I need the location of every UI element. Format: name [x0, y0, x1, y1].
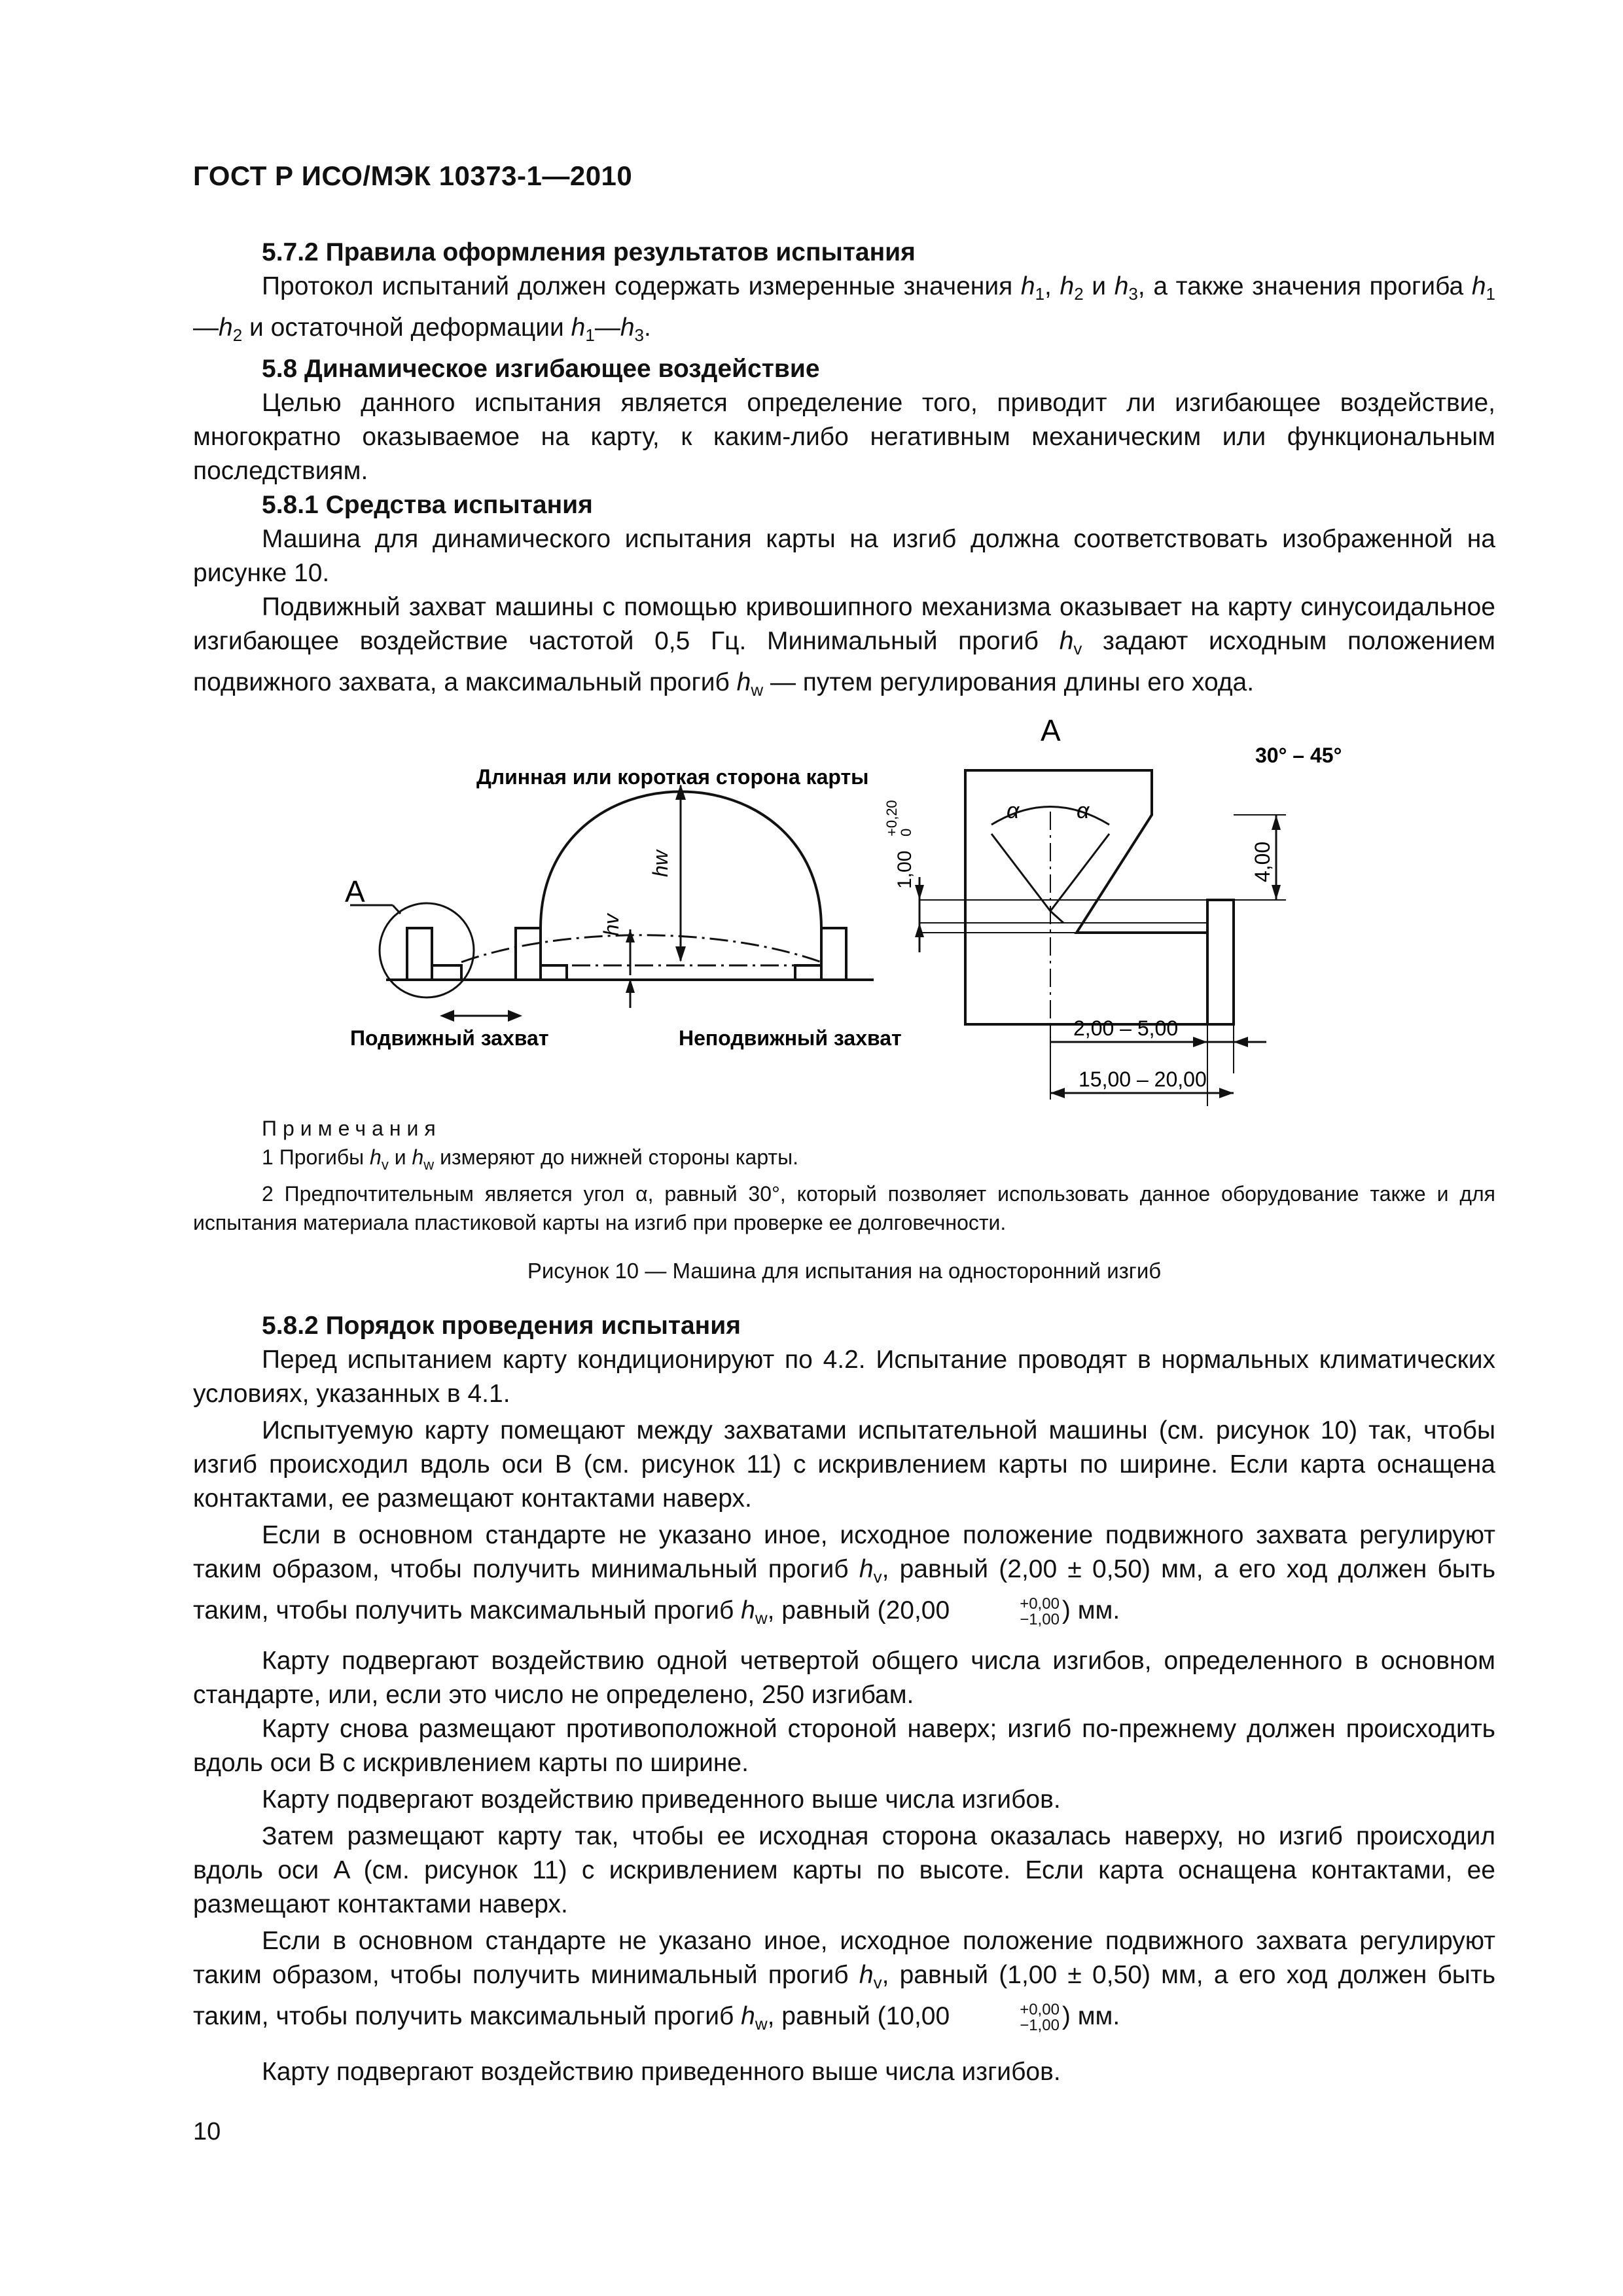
leader-a-left-d: [393, 905, 401, 914]
label-alpha-left: α: [1007, 798, 1020, 823]
section-582-para-2: Испытуемую карту помещают между захватами испытательной машины (см. рисунок 10) так, чтобы изгиб происходил вдоль оси B (см. рисунок 11) с искривлением карты по ширине. Если карта оснащена контактами, ее размещают контактами наверх.: [193, 1416, 1495, 1513]
label-hw: hw: [649, 850, 672, 877]
page-number: 10: [193, 2118, 221, 2145]
label-card-side: Длинная или короткая сторона карты: [476, 765, 869, 789]
movable-grip-jaw: [407, 928, 432, 980]
label-movable-grip: Подвижный захват: [350, 1026, 549, 1050]
fixed-grip-left: [516, 928, 541, 980]
label-dim-100: 1,00: [894, 850, 916, 889]
section-572-title: 5.7.2 Правила оформления результатов испытания: [262, 238, 916, 266]
detail-a-card-end: [1207, 900, 1234, 1024]
tolerance-20: +0,00 −1,00: [1020, 1594, 1060, 1628]
label-dim-400: 4,00: [1251, 841, 1274, 882]
label-angle-range: 30° – 45°: [1255, 744, 1342, 767]
label-fixed-grip: Неподвижный захват: [679, 1026, 902, 1050]
label-alpha-right: α: [1077, 798, 1090, 823]
figure-notes: [193, 1114, 1495, 1285]
label-a-right: A: [1041, 713, 1061, 747]
text-block-bottom: [193, 1309, 1495, 2089]
section-572-para: Протокол испытаний должен содержать измеренные значения $h_1$, $h_2$ и $h_3$, а также значения прогиба $h_1—h_2$ и остаточной деформации $h_1—h_3$.: [193, 272, 1495, 345]
label-a-left: A: [345, 874, 365, 908]
figure-10-drawing: [0, 707, 1623, 1126]
label-dim-1500-2000: 15,00 – 20,00: [1079, 1067, 1207, 1091]
note-2: 2 Предпочтительным является угол α, равный 30°, который позволяет использовать данное оборудование также и для испытания материала пластиковой карты на изгиб при проверке ее долговечности.: [193, 1182, 1495, 1234]
figure-caption: Рисунок 10 — Машина для испытания на односторонний изгиб: [527, 1259, 1162, 1283]
section-581-para-1: Машина для динамического испытания карты на изгиб должна соответствовать изображенной на рисунке 10.: [193, 525, 1495, 587]
section-582-title: 5.8.2 Порядок проведения испытания: [262, 1312, 741, 1340]
section-582-para-8: Если в основном стандарте не указано иное, исходное положение подвижного захвата регулируют таким образом, чтобы получить минимальный прогиб $h_v$, равный (1,00 ± 0,50) мм, а его ход должен быть таким, чтобы получить максимальный прогиб $h_w$, равный (10,00 +0,00 −1,00 ) мм.: [193, 1927, 1496, 2034]
text-block-top: [193, 236, 1495, 707]
fixed-grip-right: [821, 928, 846, 980]
section-581-title: 5.8.1 Средства испытания: [262, 491, 593, 519]
section-582-para-4: Карту подвергают воздействию одной четвертой общего числа изгибов, определенного в основном стандарте, или, если это число не определено, 250 изгибам.: [193, 1647, 1495, 1709]
section-582-para-5: Карту снова размещают противоположной стороной наверх; изгиб по-прежнему должен происходить вдоль оси B с искривлением карты по ширине.: [193, 1715, 1495, 1777]
section-582-para-3: Если в основном стандарте не указано иное, исходное положение подвижного захвата регулируют таким образом, чтобы получить минимальный прогиб $h_v$, равный (2,00 ± 0,50) мм, а его ход должен быть таким, чтобы получить максимальный прогиб $h_w$, равный (20,00 +0,00 −1,00 ) мм.: [193, 1521, 1496, 1628]
section-58-para: Целью данного испытания является определение того, приводит ли изгибающее воздействие, многократно оказываемое на карту, к каким-либо негативным механическим или функциональным последствиям.: [193, 389, 1495, 485]
label-dim-100-tol-top: +0,20: [883, 800, 900, 836]
section-581-para-2: Подвижный захват машины с помощью кривошипного механизма оказывает на карту синусоидальное изгибающее воздействие частотой 0,5 Гц. Минимальный прогиб $h_v$ задают исходным положением подвижного захвата, а максимальный прогиб $h_w$ — путем регулирования длины его хода.: [193, 593, 1495, 700]
notes-title: Примечания: [262, 1117, 442, 1140]
note-1: 1 Прогибы $h_v$ и $h_w$ измеряют до нижней стороны карты.: [262, 1145, 798, 1173]
section-582-para-1: Перед испытанием карту кондиционируют по 4.2. Испытание проводят в нормальных климатических условиях, указанных в 4.1.: [193, 1346, 1495, 1408]
label-hv: hv: [599, 914, 623, 936]
movable-grip-foot: [432, 965, 461, 980]
fixed-grip-left-foot: [541, 965, 567, 980]
detail-circle-a: [380, 903, 474, 997]
section-58-title: 5.8 Динамическое изгибающее воздействие: [262, 355, 820, 383]
label-dim-200-500: 2,00 – 5,00: [1073, 1016, 1179, 1040]
document-header: ГОСТ Р ИСО/МЭК 10373-1—2010: [193, 160, 633, 191]
section-582-para-6: Карту подвергают воздействию приведенного выше числа изгибов.: [262, 1785, 1061, 1814]
fixed-grip-right-foot: [795, 965, 821, 980]
label-dim-100-tol-bot: 0: [898, 828, 914, 836]
section-582-para-7: Затем размещают карту так, чтобы ее исходная сторона оказалась наверху, но изгиб происходил вдоль оси A (см. рисунок 11) с искривлением карты по высоте. Если карта оснащена контактами, ее размещают контактами наверх.: [193, 1822, 1495, 1918]
section-582-para-9: Карту подвергают воздействию приведенного выше числа изгибов.: [262, 2058, 1061, 2086]
tolerance-10: +0,00 −1,00: [1020, 2000, 1060, 2034]
